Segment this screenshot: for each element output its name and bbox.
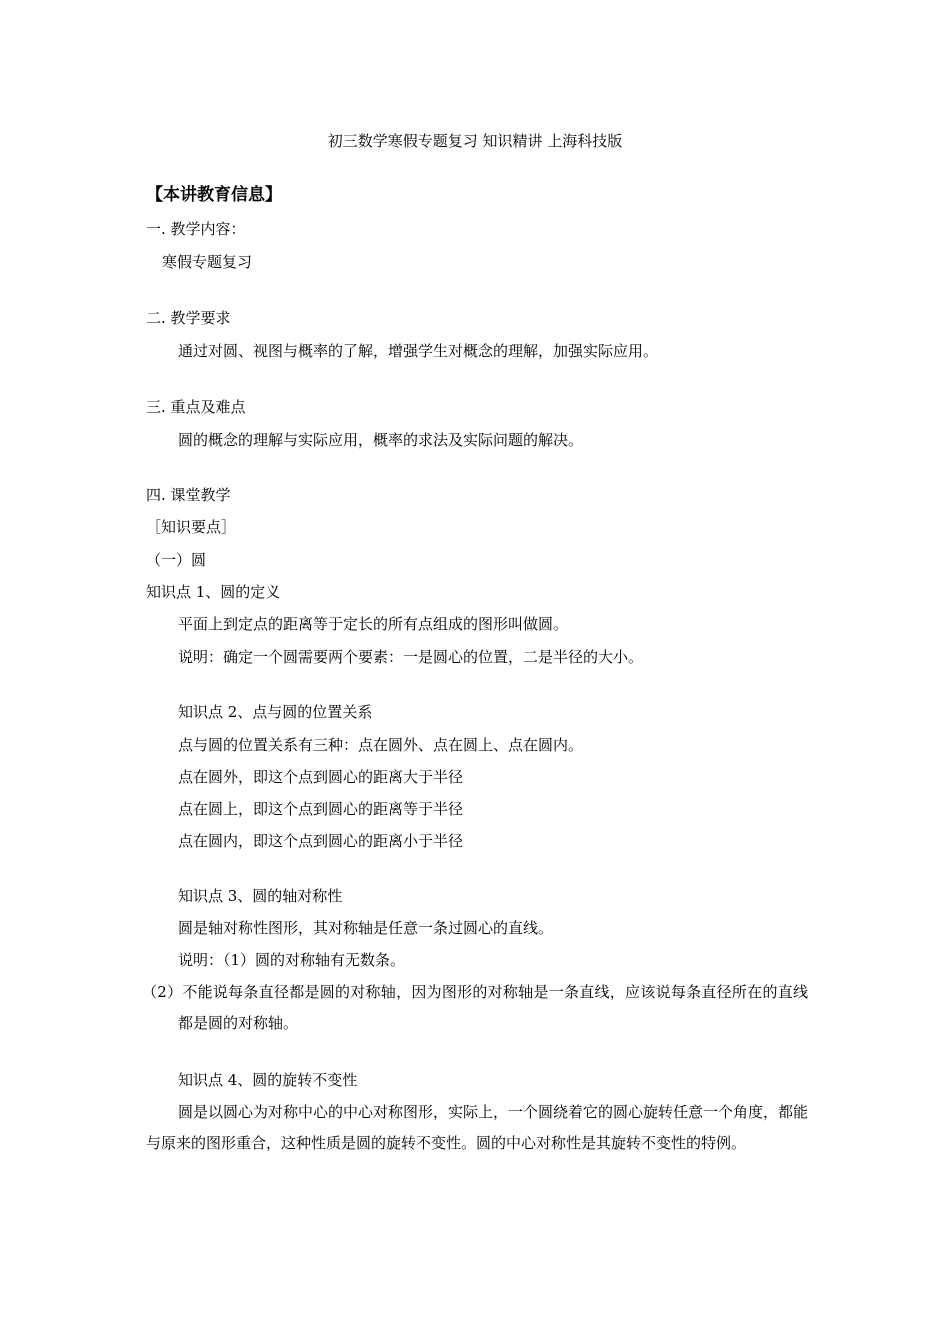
- section4-label: 四. 课堂教学: [146, 486, 231, 504]
- section3-label: 三. 重点及难点: [146, 398, 246, 416]
- section2-text: 通过对圆、视图与概率的了解，增强学生对概念的理解，加强实际应用。: [178, 342, 659, 360]
- section1-text: 寒假专题复习: [162, 253, 253, 271]
- document-title: 初三数学寒假专题复习 知识精讲 上海科技版: [327, 132, 623, 150]
- kp2-line: 点在圆上，即这个点到圆心的距离等于半径: [178, 800, 464, 818]
- kp4-paragraph: 圆是以圆心为对称中心的中心对称图形，实际上，一个圆绕着它的圆心旋转任意一个角度，都能与原来的图形重合，这种性质是圆的旋转不变性。圆的中心对称性是其旋转不变性的特例。: [146, 1103, 809, 1152]
- section3-text: 圆的概念的理解与实际应用，概率的求法及实际问题的解决。: [178, 431, 584, 449]
- kp3-note2: （2）不能说每条直径都是圆的对称轴，因为图形的对称轴是一条直线，应该说每条直径所在的直线都是圆的对称轴。: [142, 983, 808, 1032]
- kp4-title: 知识点 4、圆的旋转不变性: [178, 1071, 358, 1089]
- kp1-line: 平面上到定点的距离等于定长的所有点组成的图形叫做圆。: [178, 615, 569, 633]
- kp2-line: 点在圆内，即这个点到圆心的距离小于半径: [178, 832, 464, 850]
- kp2-title: 知识点 2、点与圆的位置关系: [178, 703, 373, 721]
- section2-label: 二. 教学要求: [146, 309, 231, 327]
- kp2-line: 点在圆外，即这个点到圆心的距离大于半径: [178, 768, 464, 786]
- section-heading: 【本讲教育信息】: [146, 185, 282, 205]
- part1-label: （一）圆: [146, 551, 207, 569]
- kp2-line: 点与圆的位置关系有三种：点在圆外、点在圆上、点在圆内。: [178, 736, 584, 754]
- kp3-line: 圆是轴对称性图形，其对称轴是任意一条过圆心的直线。: [178, 919, 554, 937]
- kp1-title: 知识点 1、圆的定义: [146, 583, 281, 601]
- knowledge-points-label: ［知识要点］: [146, 518, 237, 536]
- section1-label: 一. 教学内容：: [146, 220, 246, 238]
- kp1-line: 说明：确定一个圆需要两个要素：一是圆心的位置，二是半径的大小。: [178, 648, 644, 666]
- kp3-line: 说明：（1）圆的对称轴有无数条。: [178, 951, 406, 969]
- kp3-title: 知识点 3、圆的轴对称性: [178, 887, 343, 905]
